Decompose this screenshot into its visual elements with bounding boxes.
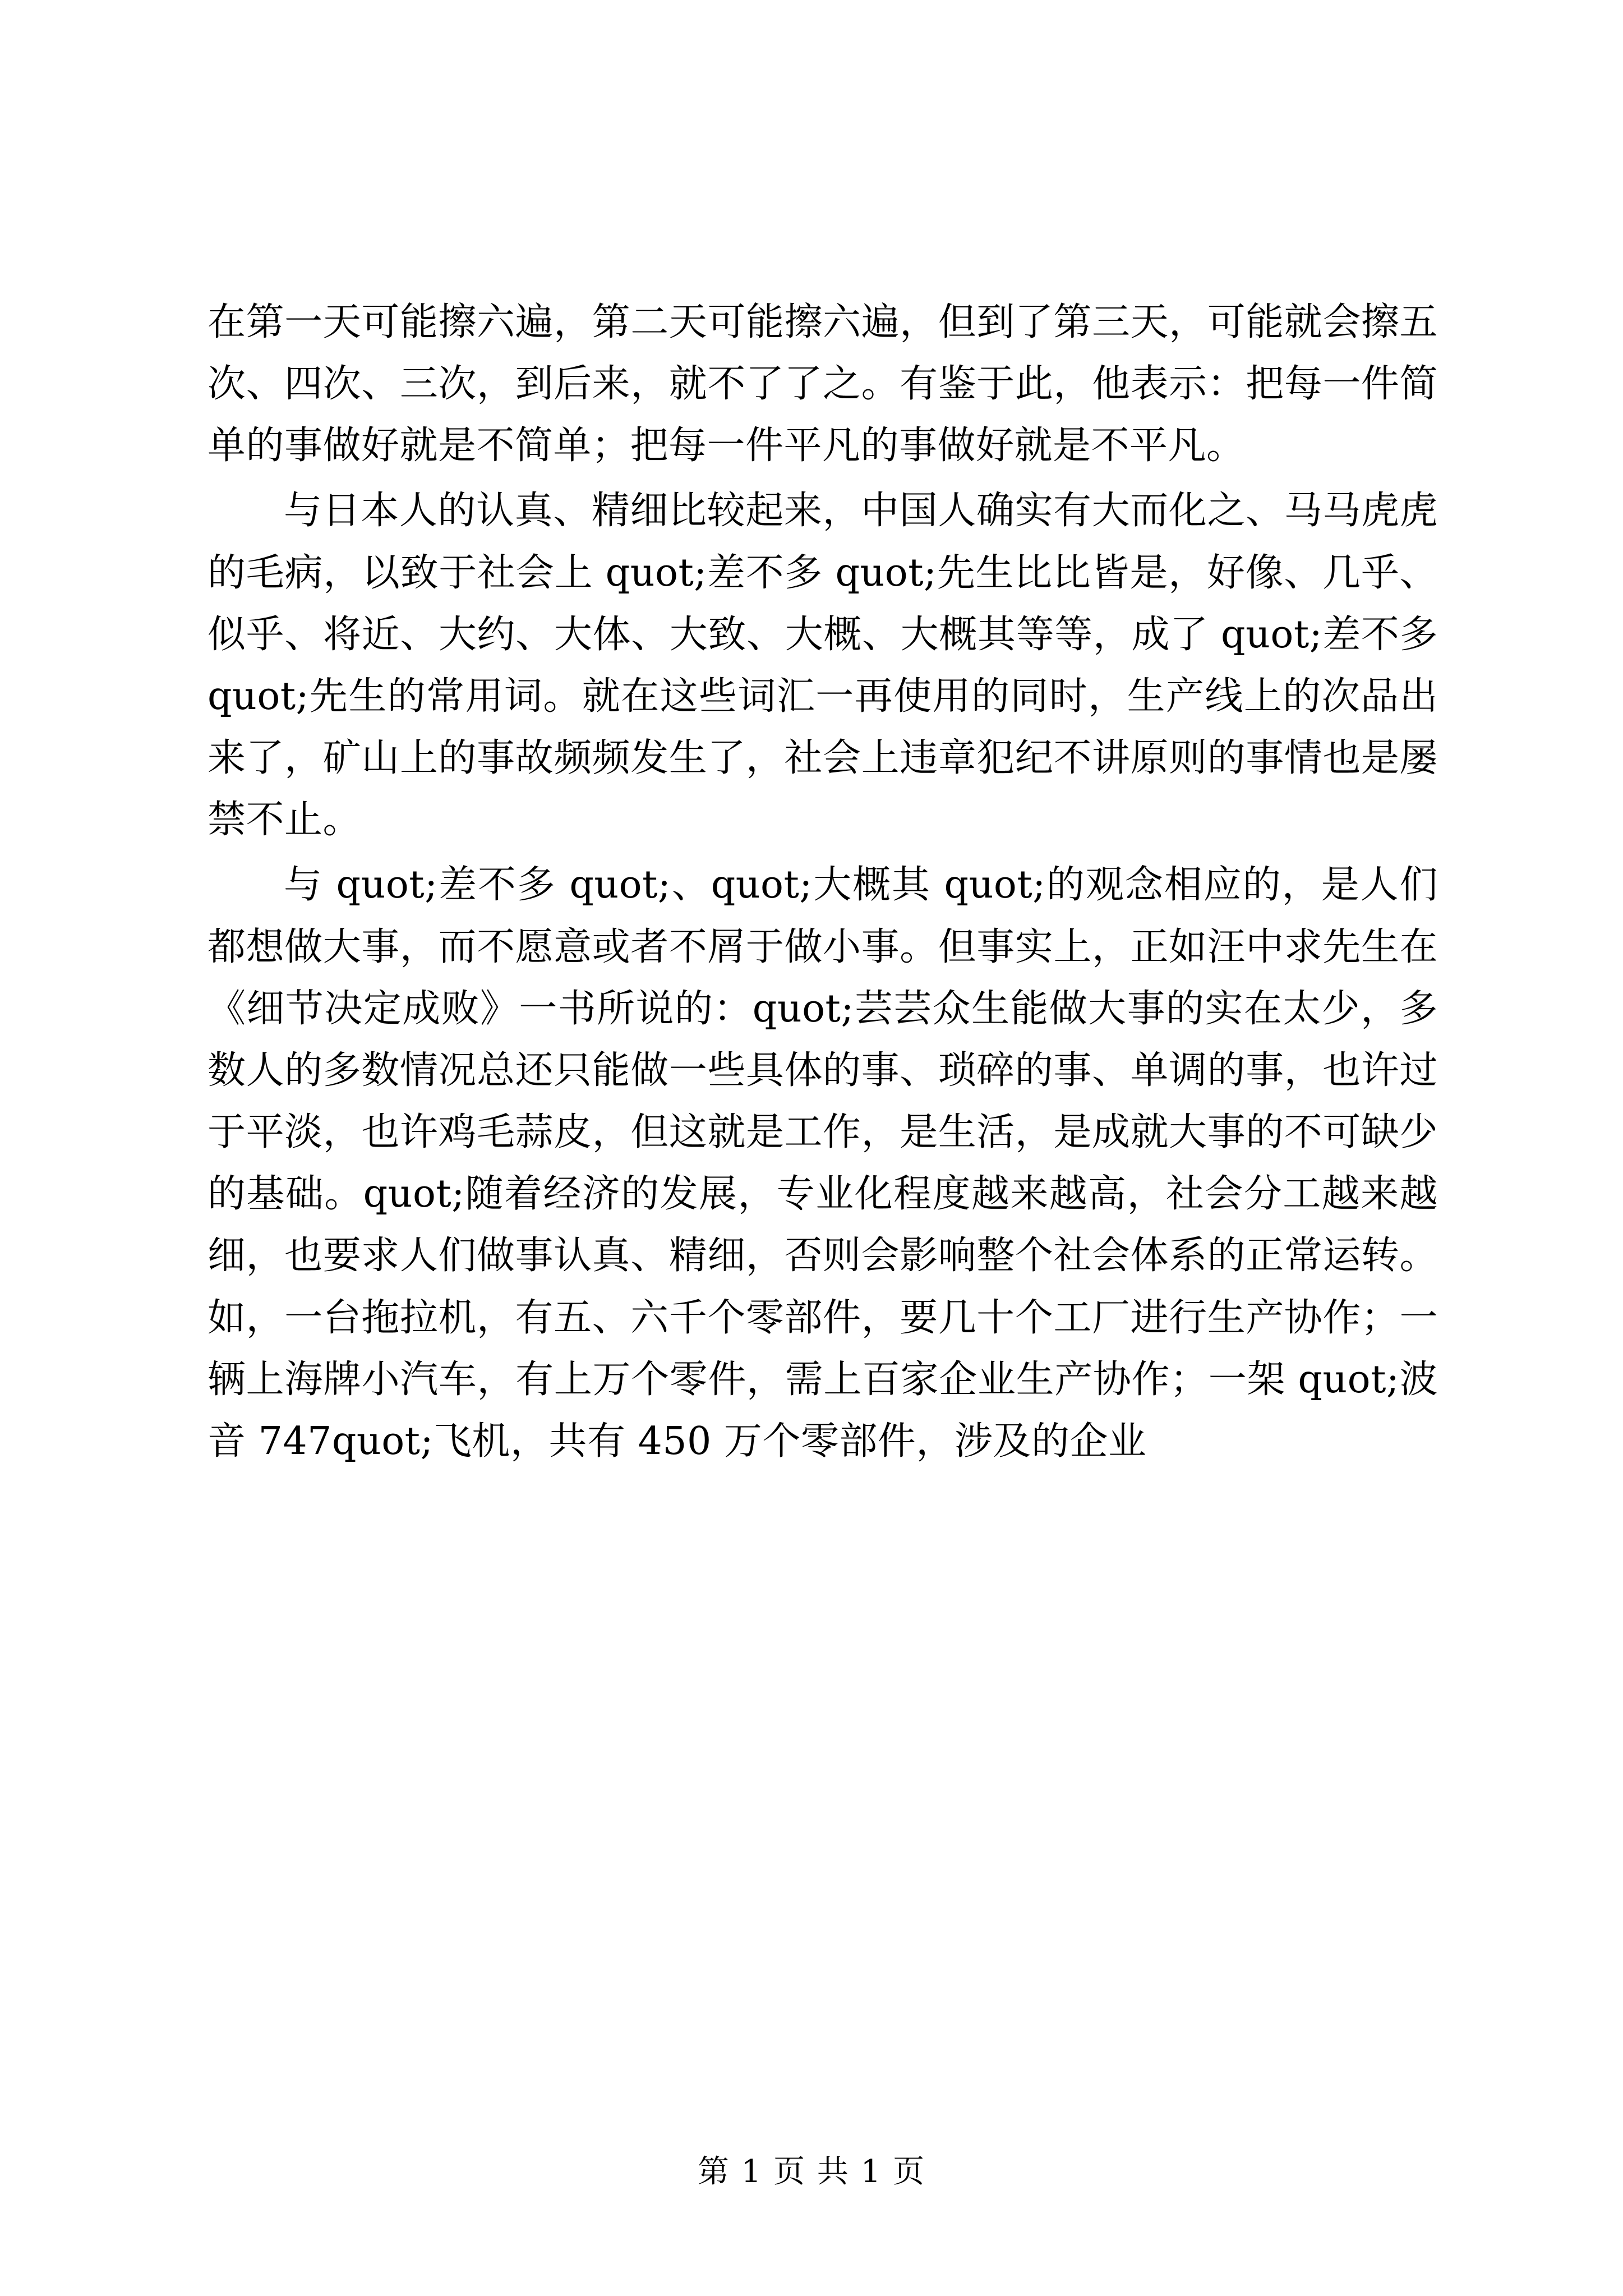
paragraph-3: 与 quot;差不多 quot;、quot;大概其 quot;的观念相应的，是人们都想做大事，而不愿意或者不屑于做小事。但事实上，正如汪中求先生在《细节决定成败》一书所说的：quot;芸芸众生能做大事的实在太少，多数人的多数情况总还只能做一些具体的事、琐碎的事、单调的事，也许过于平淡，也许鸡毛蒜皮，但这就是工作，是生活，是成就大事的不可缺少的基础。quot;随着经济的发展，专业化程度越来越高，社会分工越来越细，也要求人们做事认真、精细，否则会影响整个社会体系的正常运转。如，一台拖拉机，有五、六千个零部件，要几十个工厂进行生产协作；一辆上海牌小汽车，有上万个零件，需上百家企业生产协作；一架 quot;波音 747quot;飞机，共有 450 万个零部件，涉及的企业 [208, 863, 1438, 1464]
paragraph-2: 与日本人的认真、精细比较起来，中国人确实有大而化之、马马虎虎的毛病，以致于社会上 quot;差不多 quot;先生比比皆是，好像、几乎、似乎、将近、大约、大体、大致、大概、大概其等等，成了 quot;差不多 quot;先生的常用词。就在这些词汇一再使用的同时，生产线上的次品出来了，矿山上的事故频频发生了，社会上违章犯纪不讲原则的事情也是屡禁不止。 [208, 489, 1438, 843]
page-footer: 第 1 页 共 1 页 [697, 2154, 926, 2190]
document-body [208, 292, 1438, 1473]
paragraph-1: 在第一天可能擦六遍，第二天可能擦六遍，但到了第三天，可能就会擦五次、四次、三次，到后来，就不了了之。有鉴于此，他表示：把每一件简单的事做好就是不简单；把每一件平凡的事做好就是不平凡。 [208, 300, 1438, 468]
